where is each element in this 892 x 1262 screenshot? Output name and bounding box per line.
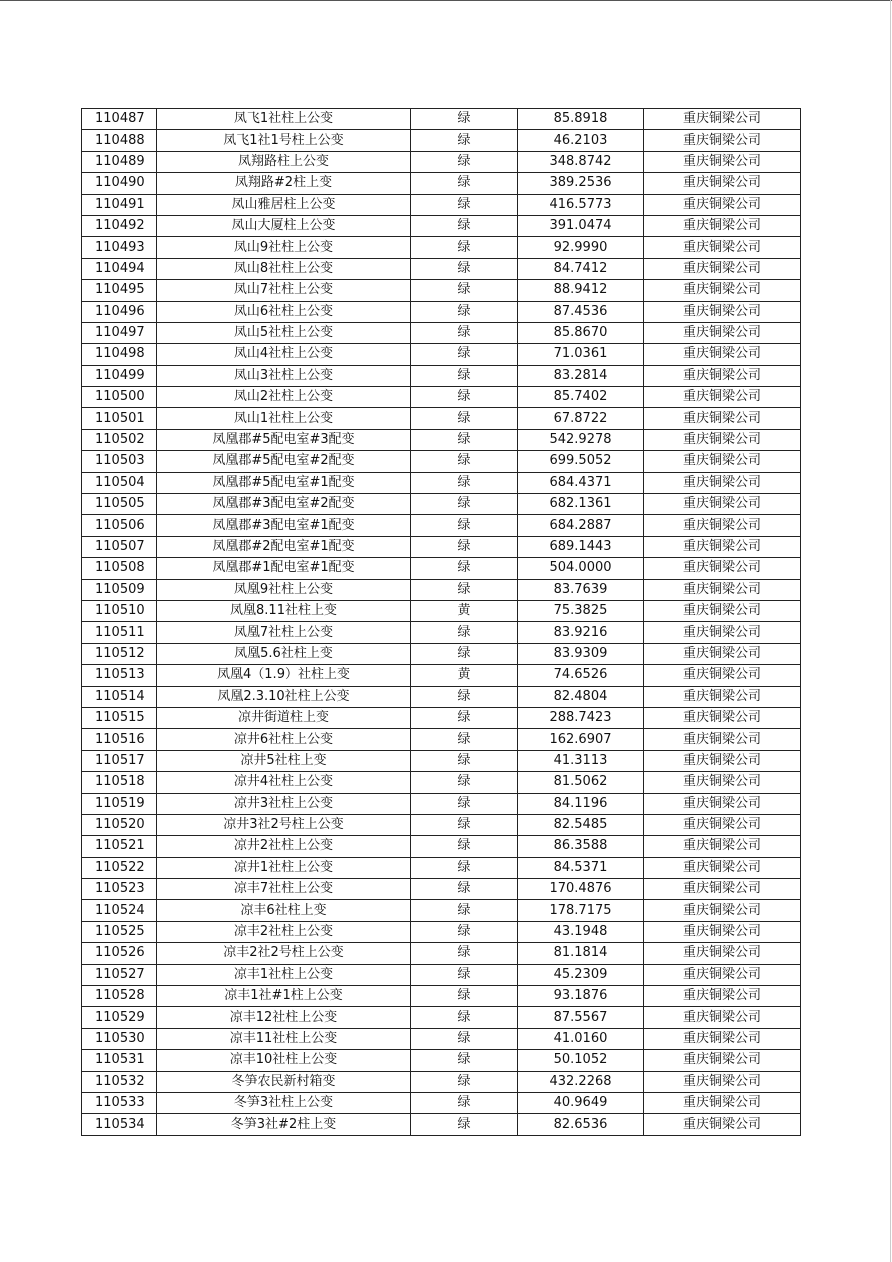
cell-id: 110487 [82,109,157,130]
cell-id: 110497 [82,322,157,343]
cell-company: 重庆铜梁公司 [644,643,801,664]
cell-id: 110508 [82,558,157,579]
cell-id: 110488 [82,130,157,151]
cell-id: 110532 [82,1071,157,1092]
cell-value: 389.2536 [518,173,644,194]
cell-value: 84.1196 [518,793,644,814]
cell-id: 110515 [82,707,157,728]
cell-status: 绿 [411,558,518,579]
table-row [82,301,801,322]
cell-id: 110533 [82,1092,157,1113]
cell-name: 凤凰郡#3配电室#1配变 [157,515,411,536]
cell-name: 凤山大厦柱上公变 [157,215,411,236]
cell-id: 110489 [82,151,157,172]
table-row [82,579,801,600]
cell-company: 重庆铜梁公司 [644,237,801,258]
cell-name: 冬笋3社柱上公变 [157,1092,411,1113]
cell-id: 110505 [82,494,157,515]
cell-status: 绿 [411,879,518,900]
cell-id: 110493 [82,237,157,258]
cell-company: 重庆铜梁公司 [644,1007,801,1028]
cell-status: 绿 [411,109,518,130]
table-row [82,258,801,279]
cell-value: 504.0000 [518,558,644,579]
cell-value: 542.9278 [518,429,644,450]
cell-name: 凤山6社柱上公变 [157,301,411,322]
cell-company: 重庆铜梁公司 [644,494,801,515]
cell-company: 重庆铜梁公司 [644,280,801,301]
table-row [82,365,801,386]
table-row [82,836,801,857]
cell-id: 110503 [82,451,157,472]
cell-id: 110520 [82,814,157,835]
cell-company: 重庆铜梁公司 [644,1028,801,1049]
cell-name: 凤山5社柱上公变 [157,322,411,343]
table-row [82,130,801,151]
cell-id: 110523 [82,879,157,900]
cell-name: 凤飞1社1号柱上公变 [157,130,411,151]
cell-status: 绿 [411,857,518,878]
cell-value: 67.8722 [518,408,644,429]
cell-id: 110529 [82,1007,157,1028]
cell-company: 重庆铜梁公司 [644,194,801,215]
cell-company: 重庆铜梁公司 [644,429,801,450]
cell-id: 110500 [82,387,157,408]
table-row [82,793,801,814]
cell-value: 82.5485 [518,814,644,835]
cell-status: 绿 [411,151,518,172]
cell-value: 46.2103 [518,130,644,151]
table-row [82,472,801,493]
table-row [82,515,801,536]
cell-company: 重庆铜梁公司 [644,151,801,172]
cell-status: 绿 [411,1050,518,1071]
cell-status: 绿 [411,793,518,814]
cell-id: 110528 [82,986,157,1007]
transformer-table [81,108,801,1136]
cell-id: 110507 [82,536,157,557]
cell-status: 绿 [411,622,518,643]
cell-status: 绿 [411,986,518,1007]
cell-company: 重庆铜梁公司 [644,900,801,921]
cell-name: 冬笋3社#2柱上变 [157,1114,411,1135]
cell-company: 重庆铜梁公司 [644,1050,801,1071]
cell-name: 凉井2社柱上公变 [157,836,411,857]
cell-name: 凤凰2.3.10社柱上公变 [157,686,411,707]
cell-status: 绿 [411,344,518,365]
cell-id: 110495 [82,280,157,301]
cell-name: 凉井4社柱上公变 [157,772,411,793]
cell-name: 凤凰郡#5配电室#2配变 [157,451,411,472]
cell-name: 凤凰郡#2配电室#1配变 [157,536,411,557]
cell-name: 凉丰10社柱上公变 [157,1050,411,1071]
cell-company: 重庆铜梁公司 [644,173,801,194]
cell-value: 81.1814 [518,943,644,964]
cell-name: 凉丰1社柱上公变 [157,964,411,985]
table-row [82,194,801,215]
cell-status: 绿 [411,173,518,194]
table-row [82,215,801,236]
cell-company: 重庆铜梁公司 [644,472,801,493]
cell-id: 110494 [82,258,157,279]
cell-id: 110492 [82,215,157,236]
cell-id: 110517 [82,750,157,771]
cell-company: 重庆铜梁公司 [644,344,801,365]
cell-name: 凤山3社柱上公变 [157,365,411,386]
cell-value: 682.1361 [518,494,644,515]
cell-status: 绿 [411,686,518,707]
table-row [82,600,801,621]
cell-name: 凤山雅居柱上公变 [157,194,411,215]
cell-company: 重庆铜梁公司 [644,814,801,835]
cell-status: 绿 [411,472,518,493]
cell-name: 凤凰郡#3配电室#2配变 [157,494,411,515]
cell-id: 110522 [82,857,157,878]
table-row [82,173,801,194]
table-row [82,921,801,942]
cell-company: 重庆铜梁公司 [644,536,801,557]
cell-status: 绿 [411,772,518,793]
cell-company: 重庆铜梁公司 [644,451,801,472]
cell-name: 凤凰郡#5配电室#3配变 [157,429,411,450]
cell-value: 82.4804 [518,686,644,707]
cell-status: 绿 [411,814,518,835]
cell-status: 绿 [411,921,518,942]
cell-company: 重庆铜梁公司 [644,921,801,942]
cell-status: 绿 [411,515,518,536]
cell-id: 110514 [82,686,157,707]
cell-company: 重庆铜梁公司 [644,558,801,579]
cell-id: 110509 [82,579,157,600]
cell-id: 110526 [82,943,157,964]
cell-value: 75.3825 [518,600,644,621]
cell-id: 110525 [82,921,157,942]
cell-status: 绿 [411,643,518,664]
table-row [82,536,801,557]
cell-value: 391.0474 [518,215,644,236]
cell-status: 绿 [411,579,518,600]
cell-name: 凤翔路柱上公变 [157,151,411,172]
cell-id: 110491 [82,194,157,215]
cell-status: 绿 [411,215,518,236]
cell-status: 黄 [411,600,518,621]
cell-company: 重庆铜梁公司 [644,365,801,386]
cell-status: 绿 [411,900,518,921]
cell-company: 重庆铜梁公司 [644,600,801,621]
cell-company: 重庆铜梁公司 [644,750,801,771]
table-row [82,429,801,450]
cell-name: 凤凰9社柱上公变 [157,579,411,600]
cell-company: 重庆铜梁公司 [644,622,801,643]
cell-company: 重庆铜梁公司 [644,130,801,151]
cell-name: 冬笋农民新村箱变 [157,1071,411,1092]
cell-name: 凤凰4（1.9）社柱上变 [157,665,411,686]
cell-name: 凤山9社柱上公变 [157,237,411,258]
cell-status: 黄 [411,665,518,686]
cell-company: 重庆铜梁公司 [644,579,801,600]
cell-status: 绿 [411,429,518,450]
cell-status: 绿 [411,943,518,964]
table-row [82,237,801,258]
cell-status: 绿 [411,1071,518,1092]
cell-status: 绿 [411,707,518,728]
cell-value: 85.8670 [518,322,644,343]
cell-name: 凤凰8.11社柱上变 [157,600,411,621]
cell-id: 110527 [82,964,157,985]
cell-id: 110510 [82,600,157,621]
cell-name: 凉丰12社柱上公变 [157,1007,411,1028]
cell-value: 288.7423 [518,707,644,728]
cell-name: 凤山4社柱上公变 [157,344,411,365]
table-row [82,622,801,643]
cell-value: 162.6907 [518,729,644,750]
cell-company: 重庆铜梁公司 [644,665,801,686]
cell-name: 凤翔路#2柱上变 [157,173,411,194]
cell-name: 凤山7社柱上公变 [157,280,411,301]
cell-company: 重庆铜梁公司 [644,258,801,279]
cell-id: 110531 [82,1050,157,1071]
cell-company: 重庆铜梁公司 [644,408,801,429]
cell-value: 85.7402 [518,387,644,408]
cell-value: 684.4371 [518,472,644,493]
cell-id: 110496 [82,301,157,322]
cell-name: 凤凰7社柱上公变 [157,622,411,643]
table-row [82,451,801,472]
cell-value: 684.2887 [518,515,644,536]
cell-status: 绿 [411,1028,518,1049]
table-body [82,109,801,1136]
table-row [82,387,801,408]
cell-id: 110506 [82,515,157,536]
cell-value: 86.3588 [518,836,644,857]
cell-status: 绿 [411,237,518,258]
cell-value: 88.9412 [518,280,644,301]
cell-company: 重庆铜梁公司 [644,772,801,793]
cell-company: 重庆铜梁公司 [644,215,801,236]
table-row [82,1071,801,1092]
cell-value: 689.1443 [518,536,644,557]
cell-value: 45.2309 [518,964,644,985]
cell-status: 绿 [411,1007,518,1028]
cell-id: 110524 [82,900,157,921]
cell-name: 凉丰2社柱上公变 [157,921,411,942]
cell-value: 83.9309 [518,643,644,664]
cell-name: 凉井6社柱上公变 [157,729,411,750]
cell-company: 重庆铜梁公司 [644,879,801,900]
cell-id: 110516 [82,729,157,750]
cell-company: 重庆铜梁公司 [644,515,801,536]
table-row [82,151,801,172]
cell-company: 重庆铜梁公司 [644,964,801,985]
cell-status: 绿 [411,280,518,301]
table-row [82,707,801,728]
cell-status: 绿 [411,451,518,472]
cell-value: 178.7175 [518,900,644,921]
table-row [82,665,801,686]
cell-status: 绿 [411,322,518,343]
cell-id: 110511 [82,622,157,643]
cell-company: 重庆铜梁公司 [644,857,801,878]
cell-name: 凉丰2社2号柱上公变 [157,943,411,964]
cell-status: 绿 [411,408,518,429]
cell-name: 凤凰5.6社柱上变 [157,643,411,664]
cell-status: 绿 [411,1092,518,1113]
cell-status: 绿 [411,130,518,151]
table-row [82,986,801,1007]
cell-status: 绿 [411,194,518,215]
cell-name: 凤凰郡#1配电室#1配变 [157,558,411,579]
cell-company: 重庆铜梁公司 [644,986,801,1007]
table-row [82,280,801,301]
cell-value: 699.5052 [518,451,644,472]
cell-value: 43.1948 [518,921,644,942]
table-row [82,322,801,343]
cell-status: 绿 [411,750,518,771]
cell-id: 110498 [82,344,157,365]
cell-id: 110521 [82,836,157,857]
table-row [82,686,801,707]
cell-company: 重庆铜梁公司 [644,729,801,750]
cell-name: 凉井3社柱上公变 [157,793,411,814]
cell-company: 重庆铜梁公司 [644,707,801,728]
cell-value: 81.5062 [518,772,644,793]
table-row [82,643,801,664]
table-row [82,1114,801,1135]
cell-status: 绿 [411,964,518,985]
cell-value: 83.2814 [518,365,644,386]
cell-id: 110534 [82,1114,157,1135]
table-row [82,814,801,835]
table-row [82,109,801,130]
cell-value: 41.0160 [518,1028,644,1049]
cell-status: 绿 [411,365,518,386]
table-row [82,1028,801,1049]
cell-id: 110499 [82,365,157,386]
cell-value: 92.9990 [518,237,644,258]
cell-company: 重庆铜梁公司 [644,686,801,707]
cell-status: 绿 [411,729,518,750]
table-row [82,900,801,921]
table-row [82,772,801,793]
cell-value: 87.4536 [518,301,644,322]
cell-name: 凤山1社柱上公变 [157,408,411,429]
cell-name: 凤凰郡#5配电室#1配变 [157,472,411,493]
cell-name: 凉丰1社#1柱上公变 [157,986,411,1007]
cell-status: 绿 [411,301,518,322]
table-row [82,344,801,365]
cell-name: 凤山8社柱上公变 [157,258,411,279]
cell-company: 重庆铜梁公司 [644,793,801,814]
cell-value: 40.9649 [518,1092,644,1113]
cell-id: 110501 [82,408,157,429]
cell-value: 71.0361 [518,344,644,365]
page-right-edge [890,0,891,1262]
cell-value: 50.1052 [518,1050,644,1071]
cell-id: 110490 [82,173,157,194]
cell-name: 凉丰7社柱上公变 [157,879,411,900]
cell-value: 83.7639 [518,579,644,600]
cell-value: 82.6536 [518,1114,644,1135]
table-row [82,558,801,579]
cell-id: 110519 [82,793,157,814]
cell-status: 绿 [411,258,518,279]
table-row [82,408,801,429]
cell-company: 重庆铜梁公司 [644,322,801,343]
cell-company: 重庆铜梁公司 [644,387,801,408]
cell-status: 绿 [411,1114,518,1135]
cell-name: 凤山2社柱上公变 [157,387,411,408]
cell-company: 重庆铜梁公司 [644,1092,801,1113]
cell-name: 凉丰11社柱上公变 [157,1028,411,1049]
table-row [82,943,801,964]
cell-id: 110512 [82,643,157,664]
table-row [82,879,801,900]
cell-value: 432.2268 [518,1071,644,1092]
cell-company: 重庆铜梁公司 [644,301,801,322]
table-row [82,964,801,985]
cell-company: 重庆铜梁公司 [644,109,801,130]
cell-id: 110504 [82,472,157,493]
cell-value: 74.6526 [518,665,644,686]
cell-company: 重庆铜梁公司 [644,836,801,857]
table-row [82,1007,801,1028]
cell-name: 凉井3社2号柱上公变 [157,814,411,835]
table-row [82,1050,801,1071]
cell-id: 110518 [82,772,157,793]
cell-id: 110530 [82,1028,157,1049]
table-row [82,857,801,878]
cell-status: 绿 [411,836,518,857]
cell-status: 绿 [411,494,518,515]
cell-value: 170.4876 [518,879,644,900]
cell-id: 110502 [82,429,157,450]
cell-name: 凉井1社柱上公变 [157,857,411,878]
cell-id: 110513 [82,665,157,686]
cell-status: 绿 [411,387,518,408]
cell-value: 83.9216 [518,622,644,643]
cell-value: 93.1876 [518,986,644,1007]
cell-name: 凉丰6社柱上变 [157,900,411,921]
cell-value: 87.5567 [518,1007,644,1028]
cell-status: 绿 [411,536,518,557]
cell-company: 重庆铜梁公司 [644,943,801,964]
cell-value: 84.7412 [518,258,644,279]
cell-company: 重庆铜梁公司 [644,1114,801,1135]
table-row [82,750,801,771]
cell-name: 凉井5社柱上变 [157,750,411,771]
cell-value: 84.5371 [518,857,644,878]
cell-name: 凤飞1社柱上公变 [157,109,411,130]
cell-value: 85.8918 [518,109,644,130]
table-row [82,1092,801,1113]
table-row [82,729,801,750]
table-row [82,494,801,515]
cell-value: 41.3113 [518,750,644,771]
cell-company: 重庆铜梁公司 [644,1071,801,1092]
cell-value: 416.5773 [518,194,644,215]
cell-name: 凉井街道柱上变 [157,707,411,728]
page-top-edge [0,0,892,1]
cell-value: 348.8742 [518,151,644,172]
